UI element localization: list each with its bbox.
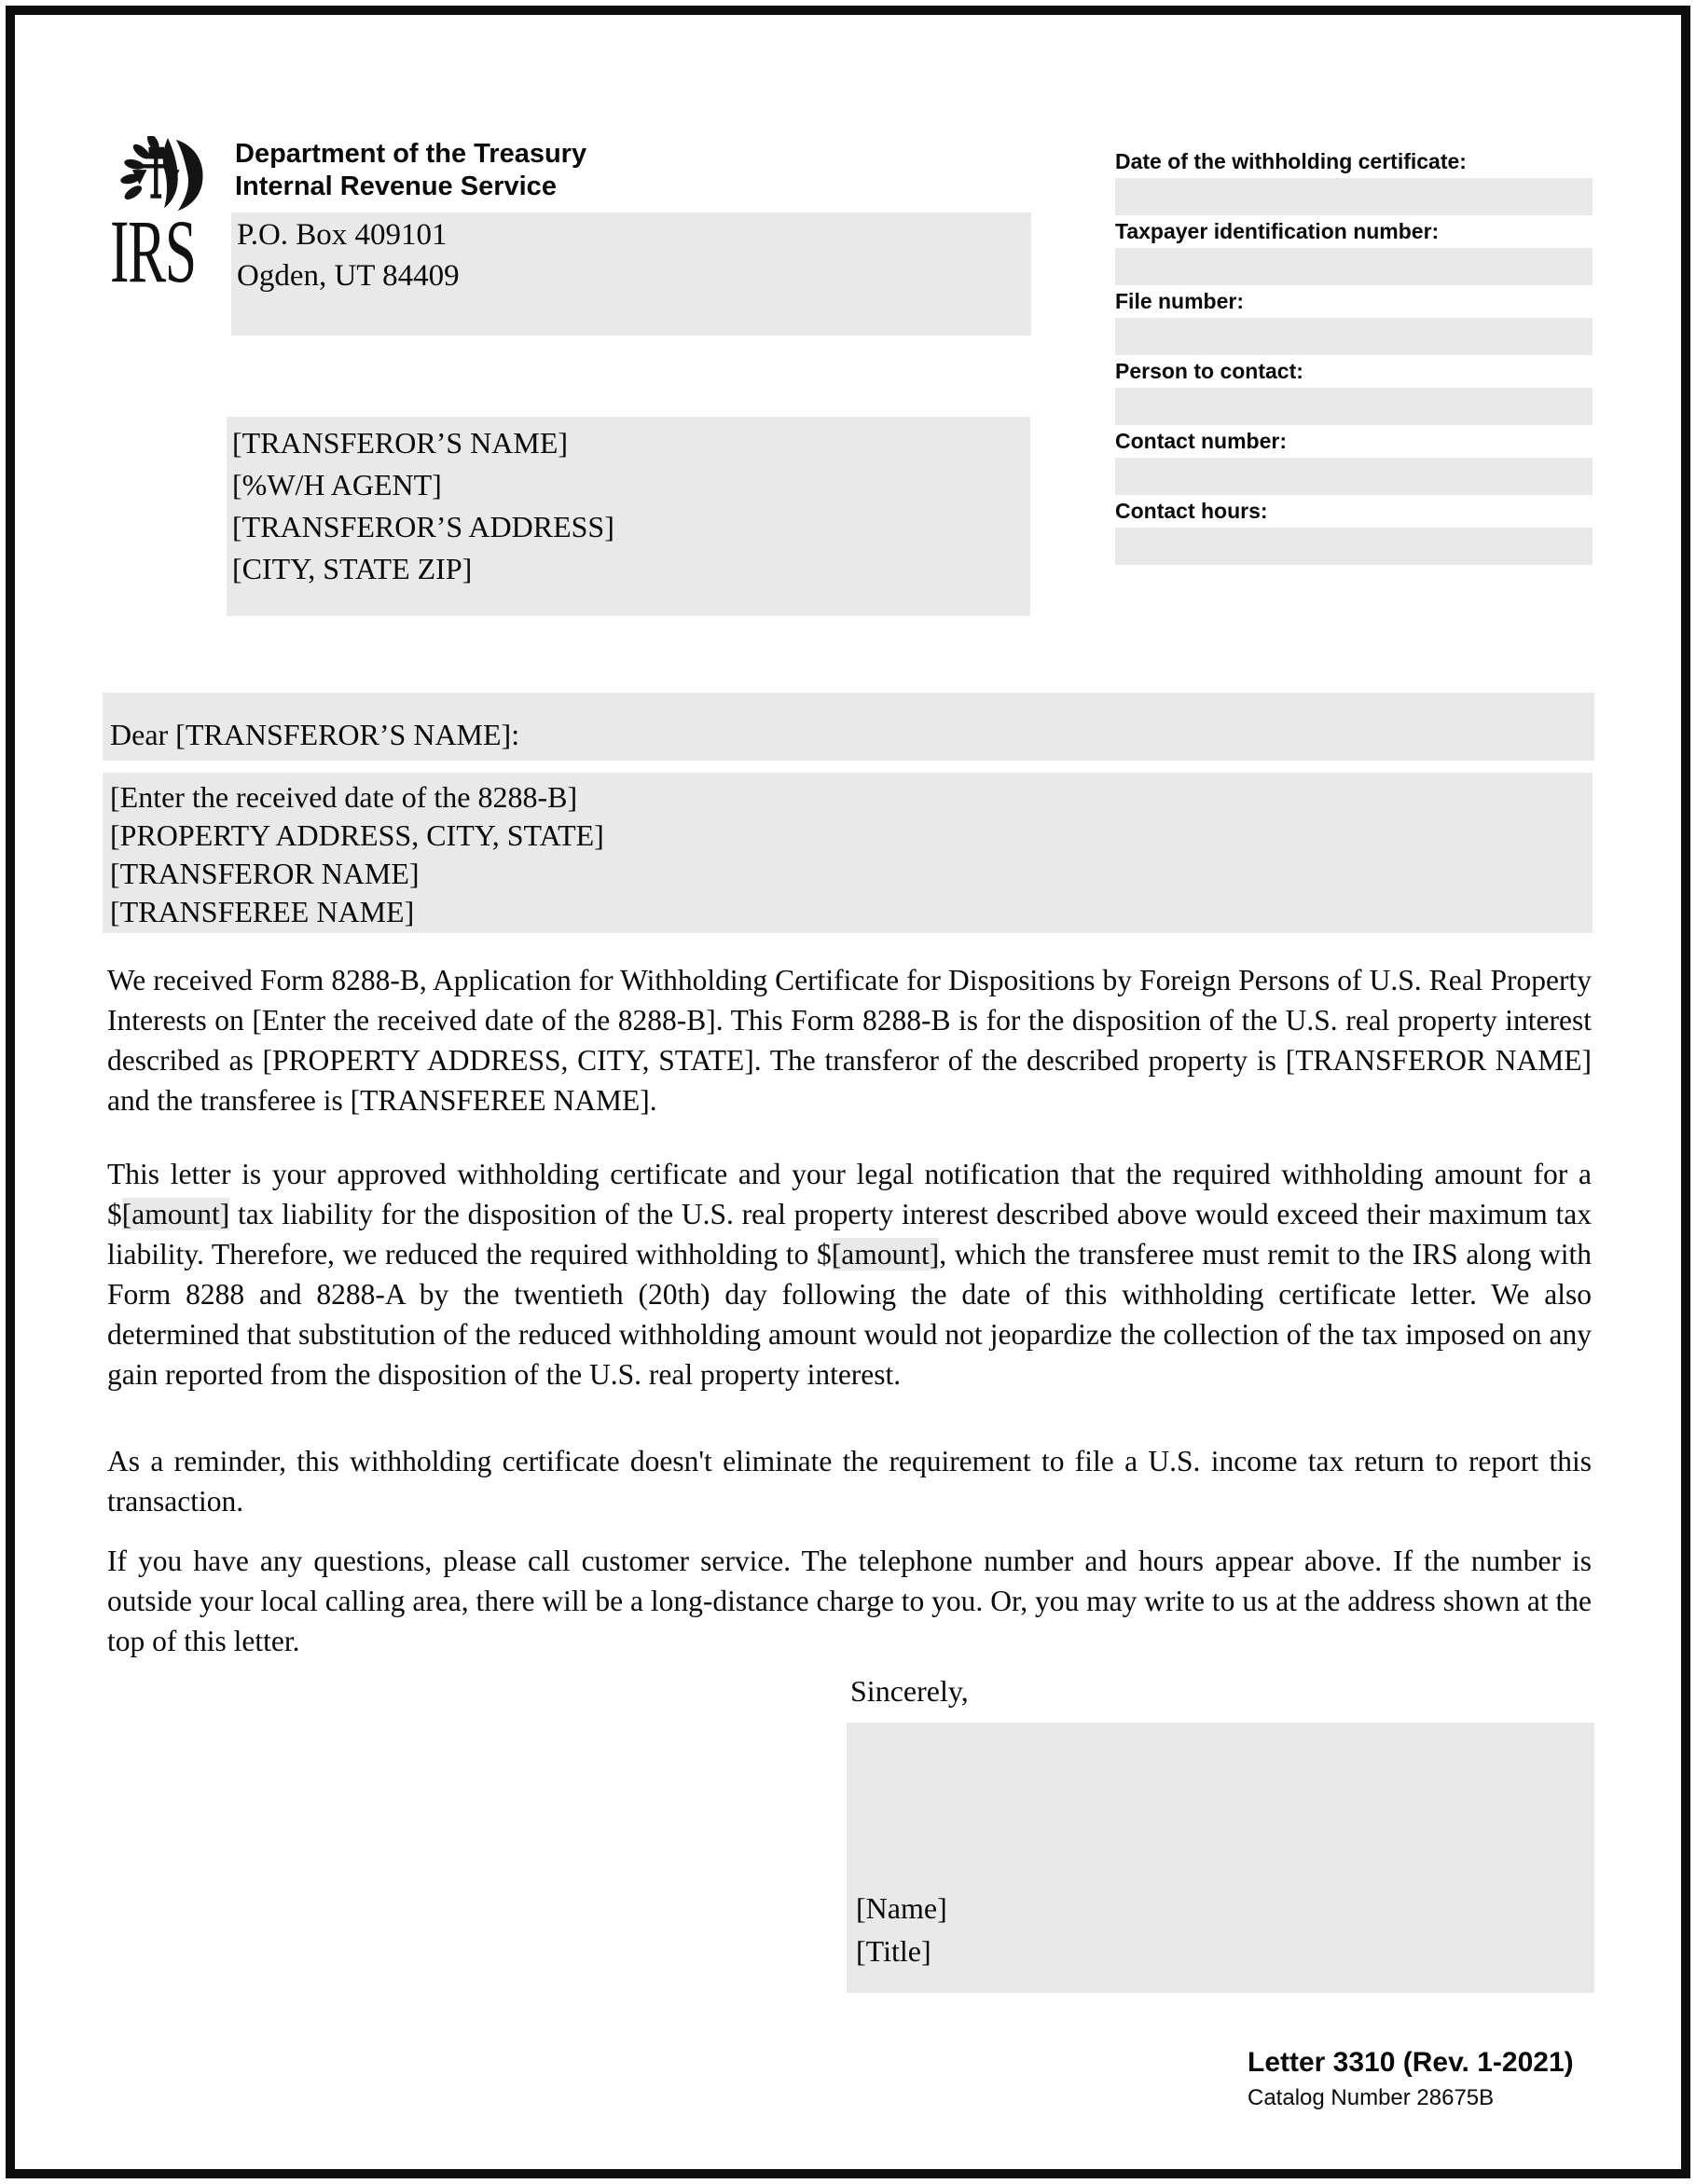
- closing-sincerely: Sincerely,: [850, 1674, 969, 1708]
- field-label: Person to contact:: [1115, 359, 1303, 383]
- recipient-address-block: [227, 417, 1030, 616]
- signer-title-placeholder: [Title]: [856, 1934, 931, 1968]
- signature-block: [847, 1723, 1594, 1993]
- property-address-placeholder: [PROPERTY ADDRESS, CITY, STATE]: [110, 818, 604, 852]
- transferee-name-placeholder: [TRANSFEREE NAME]: [110, 895, 415, 928]
- field-value-box: [1115, 318, 1593, 355]
- field-value-box: [1115, 178, 1593, 215]
- field-taxpayer-id-number: [1115, 219, 1593, 285]
- agency-line-treasury: Department of the Treasury: [235, 139, 587, 169]
- paragraph-text-segment: This letter is your approved withholding certificate and your legal notification that the required withholding amount for a $: [107, 1158, 1592, 1230]
- recipient-address-line: [TRANSFEROR’S ADDRESS]: [232, 510, 614, 543]
- recipient-city-state-zip-line: [CITY, STATE ZIP]: [232, 552, 473, 585]
- paragraph-text-segment: tax liability for the disposition of the U.S. real property interest described above would exceed their maximum tax liability. Therefore, we reduced the required withholding to $: [107, 1198, 1592, 1271]
- salutation: Dear [TRANSFEROR’S NAME]:: [103, 693, 1594, 761]
- field-label: Date of the withholding certificate:: [1115, 149, 1467, 173]
- reference-block: [103, 773, 1593, 933]
- catalog-number: Catalog Number 28675B: [1248, 2085, 1495, 2110]
- field-value-box: [1115, 248, 1593, 285]
- irs-wordmark: IRS: [110, 201, 196, 301]
- po-box-line: P.O. Box 409101: [237, 218, 448, 252]
- field-person-to-contact: [1115, 359, 1593, 425]
- amount-placeholder: [amount]: [121, 1198, 230, 1230]
- body-paragraph-2: [107, 1154, 1592, 1394]
- field-file-number: [1115, 289, 1593, 355]
- field-value-box: [1115, 528, 1593, 565]
- letter-number: Letter 3310 (Rev. 1-2021): [1248, 2047, 1574, 2078]
- agency-name: [235, 138, 586, 203]
- field-value-box: [1115, 458, 1593, 495]
- field-label: Contact number:: [1115, 429, 1287, 453]
- field-contact-hours: [1115, 499, 1593, 565]
- received-date-placeholder: [Enter the received date of the 8288-B]: [110, 780, 578, 814]
- body-paragraph-4: If you have any questions, please call customer service. The telephone number and hours appear above. If the number is outside your local calling area, there will be a long-distance charge to you. Or, you may write to us at the address shown at the top of this letter.: [107, 1545, 1592, 1657]
- field-withholding-certificate-date: [1115, 149, 1593, 215]
- body-paragraph-3: As a reminder, this withholding certificate doesn't eliminate the requirement to file a U.S. income tax return to report this transaction.: [107, 1445, 1592, 1518]
- irs-return-address: [231, 213, 1031, 336]
- field-contact-number: [1115, 429, 1593, 495]
- amount-placeholder: [amount]: [831, 1238, 940, 1271]
- recipient-agent-line: [%W/H AGENT]: [232, 468, 442, 501]
- city-state-line: Ogden, UT 84409: [237, 259, 460, 293]
- field-label: Contact hours:: [1115, 499, 1268, 523]
- contact-info-column: [1115, 149, 1593, 569]
- paragraph-text-segment: , which the transferee must remit to the IRS along with Form 8288 and 8288-A by the twentieth (20th) day following the date of this withholding certificate letter. We also determined that substitution of the reduced withholding amount would not jeopardize the collection of the tax imposed on any gain reported from the disposition of the U.S. real property interest.: [107, 1238, 1592, 1391]
- agency-line-irs: Internal Revenue Service: [235, 172, 557, 201]
- signer-name-placeholder: [Name]: [856, 1891, 947, 1925]
- field-label: Taxpayer identification number:: [1115, 219, 1440, 243]
- body-paragraph-1: We received Form 8288-B, Application for Withholding Certificate for Dispositions by Foreign Persons of U.S. Real Property Interests on [Enter the received date of the 8288-B]. This Form 8288-B is for the disposition of the U.S. real property interest described as [PROPERTY ADDRESS, CITY, STATE]. The transferor of the described property is [TRANSFEROR NAME] and the transferee is [TRANSFEREE NAME].: [107, 964, 1592, 1117]
- letter-footer: [1248, 2047, 1574, 2111]
- recipient-name-line: [TRANSFEROR’S NAME]: [232, 426, 569, 460]
- field-label: File number:: [1115, 289, 1245, 313]
- transferor-name-placeholder: [TRANSFEROR NAME]: [110, 857, 420, 890]
- field-value-box: [1115, 388, 1593, 425]
